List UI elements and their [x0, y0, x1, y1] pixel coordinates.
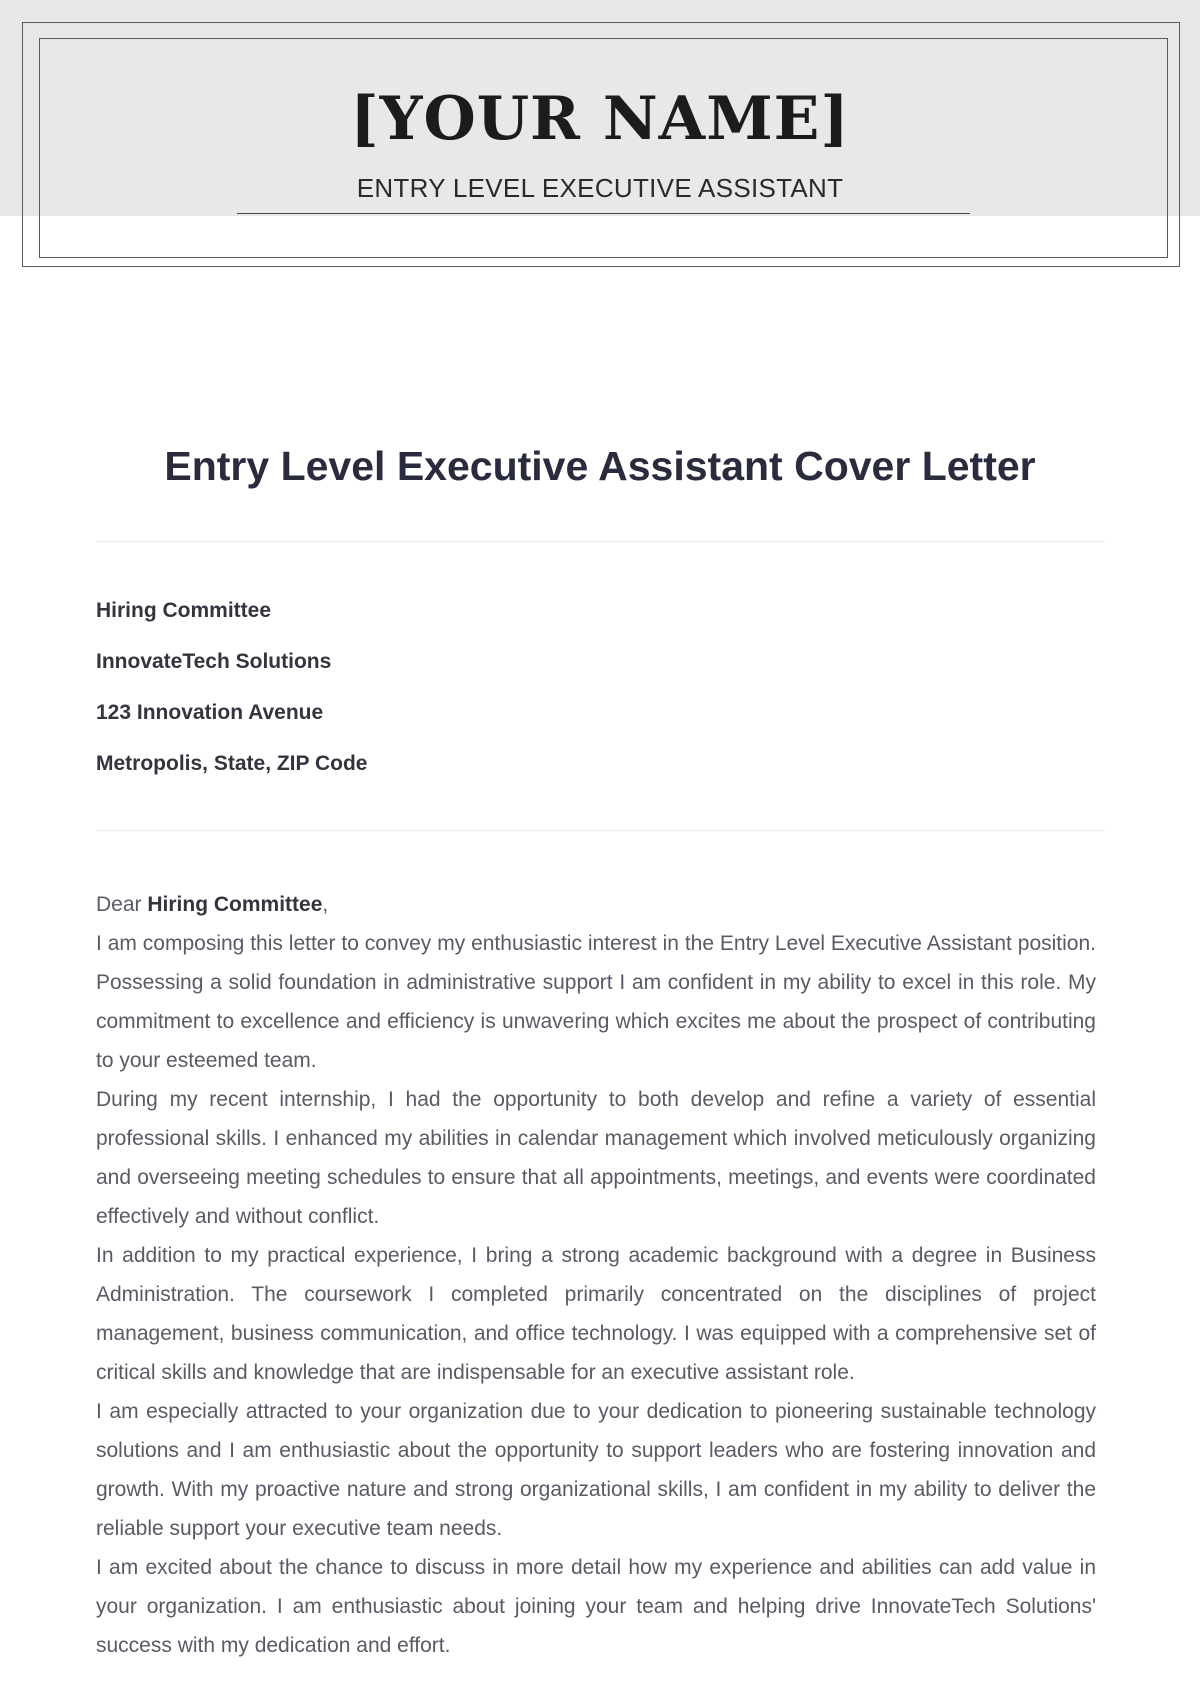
- letter-paragraph: I am excited about the chance to discuss in more detail how my experience and abilities can add value in your organization. I am enthusiastic about joining your team and helping drive InnovateTech Solutions' success with my dedication and effort.: [96, 1556, 1096, 1657]
- letter-body: [96, 885, 1096, 1665]
- letter-paragraph: I am composing this letter to convey my enthusiastic interest in the Entry Level Executive Assistant position. Possessing a solid foundation in administrative support I am confident in my ability to excel in this role. My commitment to excellence and efficiency is unwavering which excites me about the prospect of contributing to your esteemed team.: [96, 932, 1096, 1072]
- letter-paragraph: In addition to my practical experience, I bring a strong academic background with a degree in Business Administration. The coursework I completed primarily concentrated on the disciplines of project management, business communication, and office technology. I was equipped with a comprehensive set of critical skills and knowledge that are indispensable for an executive assistant role.: [96, 1244, 1096, 1384]
- divider-top: [96, 541, 1105, 542]
- recipient-line: InnovateTech Solutions: [96, 650, 332, 673]
- letter-paragraph: During my recent internship, I had the opportunity to both develop and refine a variety of essential professional skills. I enhanced my abilities in calendar management which involved meticulously organizing and overseeing meeting schedules to ensure that all appointments, meetings, and events were coordinated effectively and without conflict.: [96, 1088, 1096, 1228]
- salutation-prefix: Dear: [96, 893, 148, 916]
- role-underline: [237, 213, 970, 214]
- divider-bottom: [96, 830, 1105, 831]
- recipient-line: Hiring Committee: [96, 599, 272, 622]
- recipient-line: Metropolis, State, ZIP Code: [96, 752, 368, 775]
- salutation-suffix: ,: [322, 893, 329, 916]
- applicant-name: [YOUR NAME]: [350, 84, 850, 154]
- letter-paragraph: I am especially attracted to your organization due to your dedication to pioneering sustainable technology solutions and I am enthusiastic about the opportunity to support leaders who are fostering innovation and growth. With my proactive nature and strong organizational skills, I am confident in my ability to deliver the reliable support your executive team needs.: [96, 1400, 1096, 1540]
- page-title: Entry Level Executive Assistant Cover Letter: [164, 443, 1036, 489]
- recipient-line: 123 Innovation Avenue: [96, 701, 324, 724]
- applicant-role: ENTRY LEVEL EXECUTIVE ASSISTANT: [356, 173, 844, 203]
- recipient-address: [96, 596, 367, 800]
- salutation: [96, 885, 1096, 924]
- salutation-name: Hiring Committee: [147, 893, 323, 916]
